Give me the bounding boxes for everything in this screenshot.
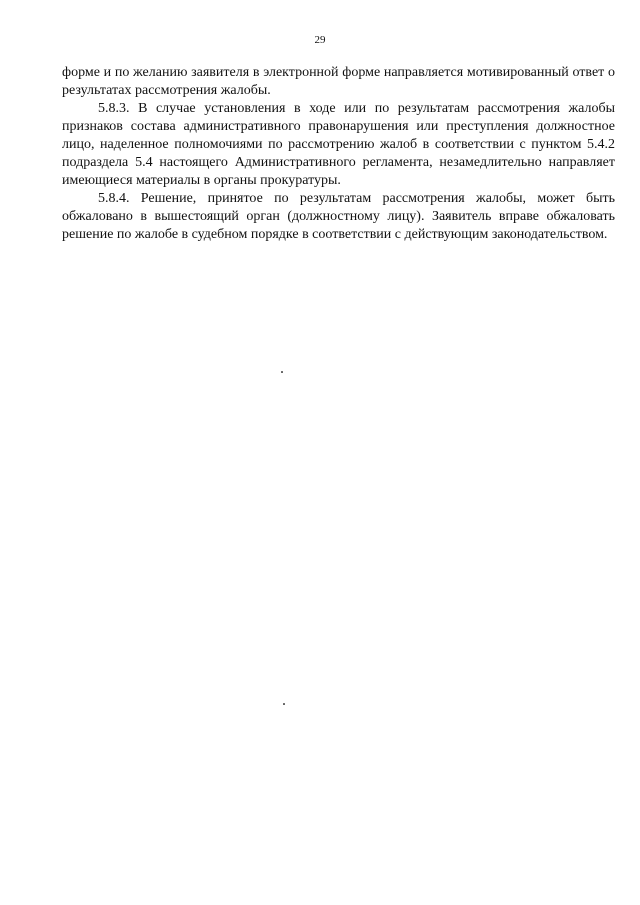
paragraph-5-8-4: 5.8.4. Решение, принятое по результатам рассмотрения жалобы, может быть обжаловано в вышестоящий орган (должностному лицу). Заявитель вправе обжаловать решение по жалобе в судебном порядке в соответствии с действующим законодательством. [62,191,615,242]
page-number: 29 [314,34,326,46]
scan-speck [283,703,285,705]
paragraph-continuation: форме и по желанию заявителя в электронной форме направляется мотивированный ответ о результатах рассмотрения жалобы. [62,65,615,98]
scan-speck [281,371,283,373]
paragraph-5-8-3: 5.8.3. В случае установления в ходе или по результатам рассмотрения жалобы признаков состава административного правонарушения или преступления должностное лицо, наделенное полномочиями по рассмотрению жалоб в соответствии с пунктом 5.4.2 подраздела 5.4 настоящего Административного регламента, незамедлительно направляет имеющиеся материалы в органы прокуратуры. [62,101,615,188]
document-body [62,64,615,244]
